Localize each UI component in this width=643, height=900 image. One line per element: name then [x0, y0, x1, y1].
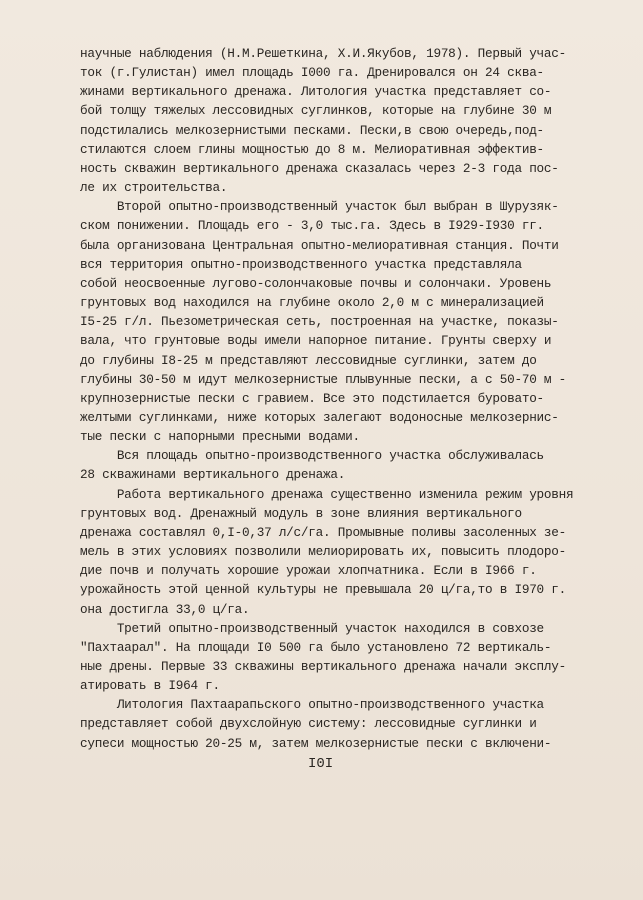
text-line: ток (г.Гулистан) имел площадь I000 га. Дренировался он 24 сква- — [80, 65, 544, 81]
text-line: Литология Пахтаарапьского опытно-производственного участка — [80, 697, 544, 713]
text-line: грунтовых вод находился на глубине около 2,0 м с минерализацией — [80, 295, 544, 311]
text-line: до глубины I8-25 м представляют лессовидные суглинки, затем до — [80, 352, 537, 368]
page-number: I0I — [308, 756, 334, 772]
text-line: жинами вертикального дренажа. Литология участка представляет со- — [80, 84, 552, 100]
text-line: дие почв и получать хорошие урожаи хлопчатника. Если в I966 г. — [80, 563, 537, 579]
text-line: Второй опытно-производственный участок был выбран в Шурузяк- — [80, 199, 559, 215]
text-line: ле их строительства. — [80, 180, 228, 196]
text-line: ность скважин вертикального дренажа сказалась через 2-3 года пос- — [80, 160, 559, 176]
text-line: 28 скважинами вертикального дренажа. — [80, 467, 346, 483]
text-line: мель в этих условиях позволили мелиорировать их, повысить плодоро- — [80, 544, 567, 560]
text-line: стилаются слоем глины мощностью до 8 м. Мелиоративная эффектив- — [80, 141, 544, 157]
text-line: I5-25 г/л. Пьезометрическая сеть, построенная на участке, показы- — [80, 314, 559, 330]
text-line: научные наблюдения (Н.М.Решеткина, Х.И.Якубов, 1978). Первый учас- — [80, 46, 567, 61]
text-line: дренажа составлял 0,I-0,37 л/с/га. Промывные поливы засоленных зе- — [80, 524, 567, 540]
text-line: Третий опытно-производственный участок находился в совхозе — [80, 620, 544, 636]
text-line: вала, что грунтовые воды имели напорное питание. Грунты сверху и — [80, 333, 552, 349]
text-line: она достигла 33,0 ц/га. — [80, 601, 250, 617]
text-line: была организована Центральная опытно-мелиоративная станция. Почти — [80, 237, 559, 253]
text-line: собой неосвоенные лугово-солончаковые почвы и солончаки. Уровень — [80, 275, 552, 291]
text-line: ные дрены. Первые 33 скважины вертикального дренажа начали эксплу- — [80, 659, 567, 674]
text-line: Работа вертикального дренажа существенно изменила режим уровня — [80, 486, 574, 502]
text-line: грунтовых вод. Дренажный модуль в зоне влияния вертикального — [80, 505, 522, 521]
text-line: ском понижении. Площадь его - 3,0 тыс.га. Здесь в I929-I930 гг. — [80, 218, 544, 234]
text-line: глубины 30-50 м идут мелкозернистые плывунные пески, а с 50-70 м - — [80, 371, 567, 387]
text-line: урожайность этой ценной культуры не превышала 20 ц/га,то в I970 г. — [80, 582, 567, 598]
text-line: Вся площадь опытно-производственного участка обслуживалась — [80, 448, 544, 464]
text-line: желтыми суглинками, ниже которых залегают водоносные мелкозернис- — [80, 409, 559, 425]
text-line: подстилались мелкозернистыми песками. Пески,в свою очередь,под- — [80, 122, 544, 138]
body-text — [80, 44, 580, 753]
text-line: супеси мощностью 20-25 м, затем мелкозернистые пески с включени- — [80, 735, 552, 751]
text-line: представляет собой двухслойную систему: лессовидные суглинки и — [80, 716, 537, 732]
text-line: крупнозернистые пески с гравием. Все это подстилается буровато- — [80, 390, 544, 406]
text-line: тые пески с напорными пресными водами. — [80, 429, 360, 445]
text-line: бой толщу тяжелых лессовидных суглинков, которые на глубине 30 м — [80, 103, 552, 119]
text-line: вся территория опытно-производственного участка представляла — [80, 256, 522, 272]
text-line: "Пахтаарал". На площади I0 500 га было установлено 72 вертикаль- — [80, 639, 552, 655]
text-line: атировать в I964 г. — [80, 678, 220, 694]
